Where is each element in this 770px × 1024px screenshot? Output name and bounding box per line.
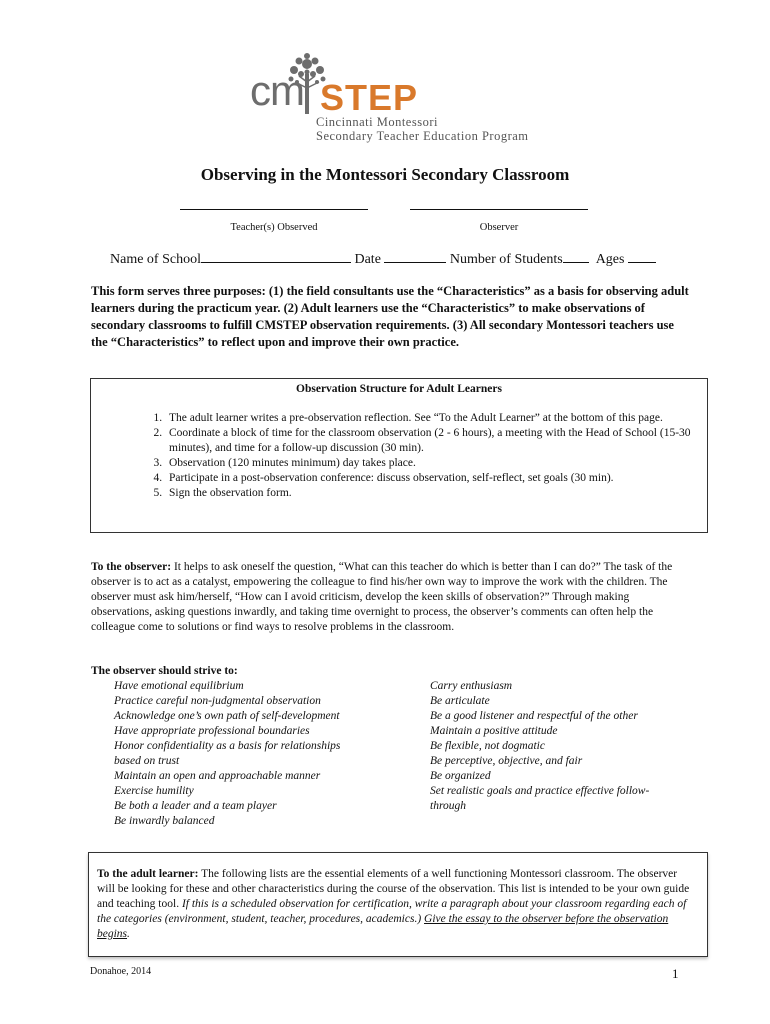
school-name-field[interactable]	[201, 250, 351, 263]
observation-structure-box	[90, 378, 708, 533]
ages-field[interactable]	[628, 250, 656, 263]
adult-learner-italic: If this is a scheduled observation for certification, write a paragraph about your classroom regarding each of the categories (environment, student, teacher, procedures, academics.)	[97, 898, 687, 925]
observer-paragraph	[91, 560, 691, 635]
structure-title: Observation Structure for Adult Learners	[296, 383, 502, 395]
date-field[interactable]	[384, 250, 446, 263]
strive-heading: The observer should strive to:	[91, 665, 238, 677]
adult-learner-lead: To the adult learner:	[97, 868, 199, 880]
list-item: 2. Coordinate a block of time for the classroom observation (2 - 6 hours), a meeting with the Head of School (15-30 minutes), and time for a follow-up discussion (30 min).	[165, 426, 707, 456]
students-field[interactable]	[563, 250, 589, 263]
list-item: 3. Observation (120 minutes minimum) day takes place.	[165, 456, 707, 471]
list-item: through	[430, 800, 466, 812]
observer-label: Observer	[479, 222, 519, 233]
list-item: Be organized	[430, 770, 491, 782]
page-number: 1	[672, 966, 679, 981]
list-item: Be perceptive, objective, and fair	[430, 755, 583, 767]
list-item: 1. The adult learner writes a pre-observation reflection. See “To the Adult Learner” at the bottom of this page.	[165, 411, 707, 426]
number-of-students-label: Number of Students	[449, 252, 563, 267]
observer-lead: To the observer:	[91, 561, 172, 573]
list-item: Be flexible, not dogmatic	[430, 740, 545, 752]
list-item: based on trust	[114, 755, 180, 767]
name-of-school-label: Name of School	[110, 252, 201, 267]
adult-learner-box	[88, 852, 708, 957]
adult-learner-paragraph	[97, 867, 697, 942]
list-item: 5. Sign the observation form.	[165, 486, 707, 501]
list-item: Be inwardly balanced	[114, 815, 215, 827]
list-item: 4. Participate in a post-observation conference: discuss observation, self-reflect, set goals (30 min).	[165, 471, 707, 486]
adult-learner-end: .	[127, 928, 130, 940]
footer-author: Donahoe, 2014	[90, 966, 152, 977]
structure-list	[91, 411, 707, 501]
teacher-label: Teacher(s) Observed	[230, 222, 318, 233]
list-item: Exercise humility	[114, 785, 194, 797]
list-item: Honor confidentiality as a basis for relationships	[114, 740, 341, 752]
list-item: Acknowledge one’s own path of self-development	[114, 710, 340, 722]
logo-subtitle-1: Cincinnati Montessori	[316, 115, 438, 129]
logo-step: STEP	[320, 77, 419, 118]
list-item: Carry enthusiasm	[430, 680, 513, 692]
logo-subtitle-2: Secondary Teacher Education Program	[316, 129, 529, 143]
list-item: Maintain an open and approachable manner	[114, 770, 321, 782]
school-info-line	[110, 250, 656, 268]
list-item: Be articulate	[430, 695, 490, 707]
page-title: Observing in the Montessori Secondary Classroom	[200, 165, 570, 184]
observer-signature-line[interactable]	[410, 208, 588, 210]
cmstep-logo	[250, 52, 530, 144]
list-item: Be a good listener and respectful of the other	[430, 710, 638, 722]
teacher-signature-line[interactable]	[180, 208, 368, 210]
logo-cm: cm	[250, 67, 304, 114]
list-item: Practice careful non-judgmental observation	[114, 695, 321, 707]
strive-list-left	[114, 679, 404, 829]
list-item: Be both a leader and a team player	[114, 800, 277, 812]
observer-text: It helps to ask oneself the question, “What can this teacher do which is better than I can do?” The task of the observer is to act as a catalyst, empowering the colleague to find his/her own way to improve the work with the children. The observer must ask him/herself, “How can I avoid criticism, develop the keen skills of observation?” Through making observations, asking questions inwardly, and taking time overnight to process, the observer’s comments can often help the colleague come to solutions or find ways to resolve problems in the classroom.	[91, 561, 673, 633]
list-item: Have appropriate professional boundaries	[114, 725, 310, 737]
list-item: Set realistic goals and practice effective follow-	[430, 785, 650, 797]
adult-learner-underlined: Give the essay to the observer before the observation begins	[97, 913, 669, 940]
list-item: Maintain a positive attitude	[430, 725, 558, 737]
ages-label: Ages	[595, 252, 625, 267]
date-label: Date	[354, 252, 381, 267]
adult-learner-text: The following lists are the essential elements of a well functioning Montessori classroom. The observer will be looking for these and other characteristics during the course of the observation. This list is intended to be your own guide and teaching tool.	[97, 868, 690, 910]
list-item: Have emotional equilibrium	[114, 680, 244, 692]
strive-list-right	[430, 679, 690, 814]
purpose-paragraph: This form serves three purposes: (1) the field consultants use the “Characteristics” as a basis for observing adult learners during the practicum year. (2) Adult learners use the “Characteristics” to make observations of secondary classrooms to fulfill CMSTEP observation requirements. (3) All secondary Montessori teachers use the “Characteristics” to reflect upon and improve their own practice.	[91, 284, 689, 349]
